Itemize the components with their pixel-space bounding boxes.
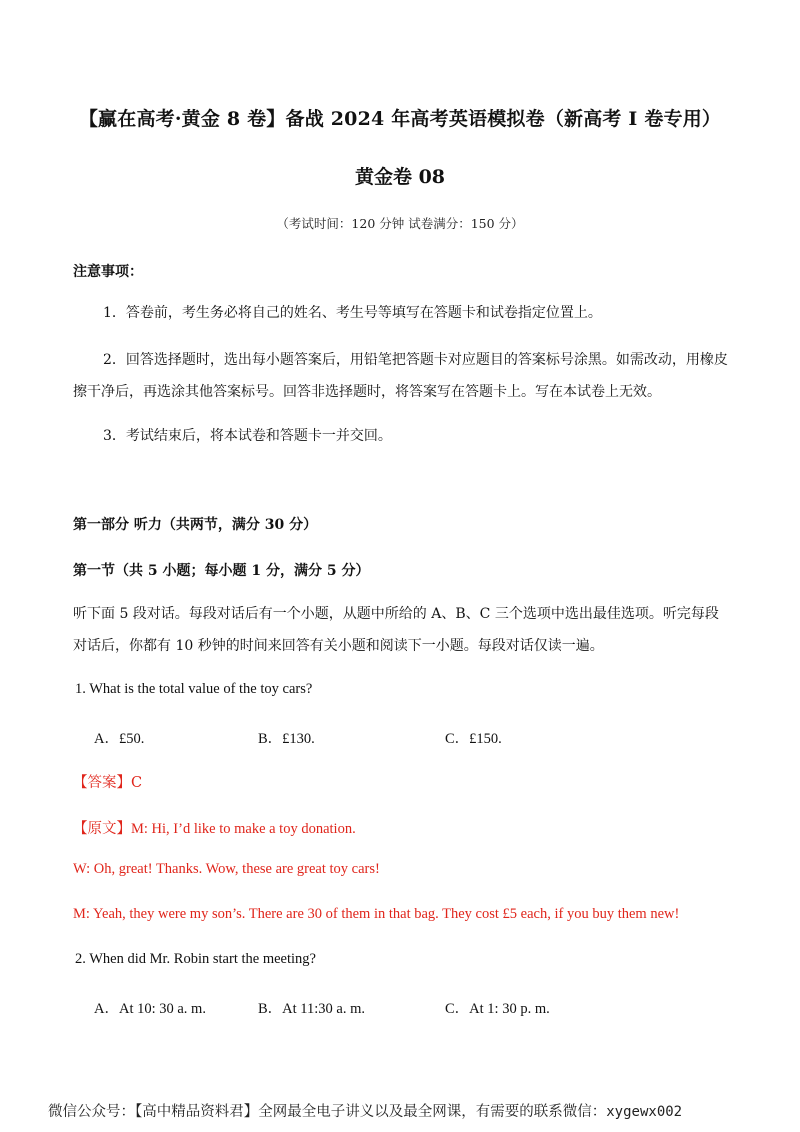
listening-instructions: 听下面 5 段对话。每段对话后有一个小题，从题中所给的 A、B、C 三个选项中选出最佳选项。听完每段对话后，你都有 10 秒钟的时间来回答有关小题和阅读下一小题。每段对话仅读一遍。 <box>73 606 719 654</box>
question-2-stem: 2. When did Mr. Robin start the meeting? <box>75 951 316 967</box>
paper-subtitle: 黄金卷 08 <box>354 166 446 188</box>
footer-watermark <box>48 1100 682 1121</box>
section-heading: 第一部分 听力（共两节，满分 30 分） <box>73 517 318 533</box>
question-1-answer: 【答案】C <box>73 775 143 791</box>
question-1-stem: 1. What is the total value of the toy cars? <box>75 681 313 697</box>
notice-item-2: 2．回答选择题时，选出每小题答案后，用铅笔把答题卡对应题目的答案标号涂黑。如需改动，用橡皮擦干净后，再选涂其他答案标号。回答非选择题时，将答案写在答题卡上。写在本试卷上无效。 <box>73 352 728 400</box>
transcript-text: M: Hi, I’d like to make a toy donation. <box>131 821 356 837</box>
exam-info: （考试时间：120 分钟 试卷满分：150 分） <box>276 216 524 231</box>
question-2-option-a: A．At 10: 30 a. m. <box>94 1001 206 1017</box>
subsection-heading: 第一节（共 5 小题；每小题 1 分，满分 5 分） <box>73 563 370 579</box>
transcript-label: 【原文】 <box>73 821 131 837</box>
notice-item-1: 1．答卷前，考生务必将自己的姓名、考生号等填写在答题卡和试卷指定位置上。 <box>103 305 602 321</box>
question-1-transcript-line-1 <box>73 817 356 838</box>
question-1-option-c: C．£150. <box>445 731 502 747</box>
question-1-option-a: A．£50. <box>94 731 145 747</box>
question-2-option-b: B．At 11:30 a. m. <box>258 1001 366 1017</box>
question-2-option-c: C．At 1: 30 p. m. <box>445 1001 550 1017</box>
question-1-transcript-line-2: W: Oh, great! Thanks. Wow, these are great toy cars! <box>73 861 380 877</box>
question-1-transcript-line-3: M: Yeah, they were my son’s. There are 30 of them in that bag. They cost £5 each, if you buy them new! <box>73 906 680 922</box>
footer-text: 微信公众号：【高中精品资料君】全网最全电子讲义以及最全网课，有需要的联系微信： <box>48 1104 607 1120</box>
footer-wechat-id: xygewx002 <box>606 1104 683 1120</box>
page-title: 【赢在高考·黄金 8 卷】备战 2024 年高考英语模拟卷（新高考 I 卷专用） <box>78 108 722 130</box>
notice-item-3: 3．考试结束后，将本试卷和答题卡一并交回。 <box>103 428 392 444</box>
notice-heading: 注意事项： <box>73 264 143 280</box>
question-1-option-b: B．£130. <box>258 731 315 747</box>
